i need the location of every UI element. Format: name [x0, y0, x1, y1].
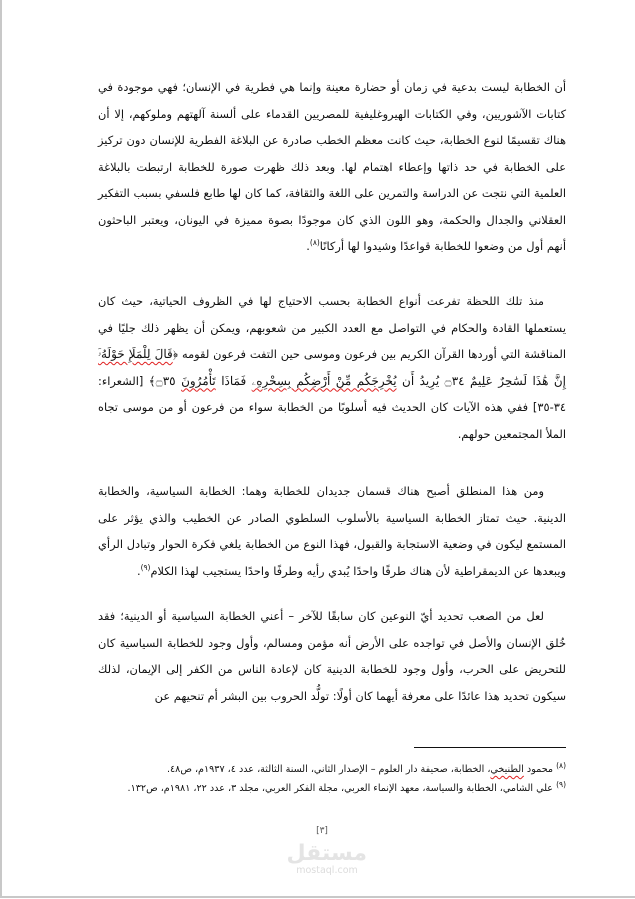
- footnote-text: ، الخطابة، صحيفة دار العلوم – الإصدار الثاني، السنة الثالثة، عدد ٤، ١٩٣٧م، ص٤٨.: [166, 764, 491, 775]
- paragraph-end: .: [136, 563, 141, 578]
- footnote-reference-8[interactable]: (٨): [309, 238, 320, 248]
- quran-text-flagged: تَأْمُرُونَ: [181, 373, 216, 388]
- mostaql-watermark-logo: [287, 843, 367, 876]
- footnotes-section: [98, 760, 566, 798]
- footnote-9: [98, 779, 566, 798]
- paragraph-4: [98, 603, 566, 709]
- footnote-author-surname-flagged: الطنيخي: [490, 764, 524, 775]
- paragraph-3: [98, 478, 566, 584]
- ornate-bracket-close: ﴾: [148, 373, 156, 388]
- paragraph-2: [98, 288, 566, 447]
- quran-citation: [الشعراء: ٣٤-٣٥]: [98, 373, 566, 414]
- paragraph-text: [98, 288, 566, 447]
- paragraph-end: .: [306, 239, 310, 253]
- ayah-number-icon: ۝٣٥: [155, 373, 182, 388]
- paragraph-body: ففي هذه الآيات كان الحديث فيه أسلوبًا من الخطابة سواء من فرعون أو من موسى تجاه الملأ المجتمعين حولهم.: [98, 400, 566, 441]
- paragraph-body: أن الخطابة ليست بدعية في زمان أو حضارة معينة وإنما هي فطرية في الإنسان؛ فهي موجودة في كتابات الآشوريين، وفي الكتابات الهيروغليفية للمصريين القدماء على ألسنة آلهتهم وملوكهم، إلا أن هناك تقسيمًا لنوع الخطابة، حيث كانت معظم الخطب صادرة عن البلاغة الفطرية للإنسان دون تركيز على الخطابة في حد ذاتها وإعطاء اهتمام لها. وبعد ذلك ظهرت صورة للخطابة ارتبطت بالبلاغة العلمية التي نتجت عن الدراسة والتمرين على اللغة والثقافة، كما كان لها طابع فلسفي بسبب التفكير العقلاني والجدال والحكمة، وهو اللون الذي كان موجودًا بصوة مميزة في اليونان، ويعتبر الباحثون أنهم أول من وضعوا للخطابة قواعدًا وشيدوا لها أركانًا: [98, 80, 566, 253]
- footnote-number: (٩): [556, 779, 566, 789]
- quran-text: فَمَاذَا: [215, 373, 252, 388]
- quran-text: يُرِيدُ أَن: [396, 373, 445, 388]
- quran-text-flagged: يُخْرِجَكُم مِّنْ أَرْضِكُم بِسِحْرِهِۦ: [251, 373, 397, 388]
- ayah-number-icon: ۝٣٤: [444, 373, 465, 388]
- paragraph-text: [98, 603, 566, 709]
- footnote-author: محمود: [523, 764, 557, 775]
- quran-text-flagged: قَالَ لِلْمَلَإِ حَوْلَهُۥٓ: [98, 347, 173, 361]
- footnote-number: (٨): [556, 760, 566, 770]
- page-number: [٣]: [316, 826, 328, 836]
- quran-text: إِنَّ هَٰذَا لَسَٰحِرٌ عَلِيمٌ: [464, 373, 567, 388]
- paragraph-body: منذ تلك اللحظة تفرعت أنواع الخطابة بحسب الاحتياج لها في الظروف الحياتية، حيث كان يستعملها القادة والحكام في التواصل مع العدد الكبير من شعوبهم، ويمكن أن يظهر ذلك جليًا في المناقشة التي أوردها القرآن الكريم بين فرعون وموسى حين التفت فرعون لقومه: [98, 294, 566, 361]
- footnote-reference-9[interactable]: (٩): [140, 562, 151, 572]
- footnote-8: [98, 760, 566, 779]
- ornate-bracket-open: ﴿: [172, 347, 179, 361]
- paragraph-1: [98, 74, 566, 260]
- watermark-latin: mostaql.com: [296, 865, 358, 876]
- paragraph-body: لعل من الصعب تحديد أيّ النوعين كان سابقًا للآخر – أعني الخطابة السياسية أو الدينية؛ فقد خُلق الإنسان والأصل في تواجده على الأرض أنه مؤمن ومسالم، وأول وجود للخطابة السياسية كان للتحريض على الحرب، وأول وجود للخطابة الدينية كان لإعادة الناس من الكفر إلى الإيمان، لذلك سيكون تحديد هذا عائدًا على معرفة أيهما كان أولًا: تولُّد الحروب بين البشر أم تنحيهم عن: [98, 609, 566, 703]
- paragraph-text: [98, 478, 566, 584]
- footnote-text: علي الشامي، الخطابة والسياسة، معهد الإنماء العربي، مجلة الفكر العربي، مجلد ٣، عدد ٢٢، ١٩٨١م، ص١٣٢.: [127, 783, 557, 794]
- paragraph-text: [98, 74, 566, 260]
- watermark-arabic: مستقل: [286, 841, 367, 866]
- footnote-separator: [414, 747, 566, 748]
- paragraph-body: ومن هذا المنطلق أصبح هناك قسمان جديدان للخطابة وهما: الخطابة السياسية، والخطابة الدينية. حيث تمتاز الخطابة السياسية بالأسلوب السلطوي الصادر عن الخطيب والذي يؤثر على المستمع ليكون في وضعية الاستجابة والقبول، فهذا النوع من الخطابة يلغي فكرة الحوار وتبادل الرأي ويبعدها عن الديمقراطية لأن هناك طرفًا واحدًا يُبدي رأيه وطرفًا واحدًا يستجيب لهذا الكلام: [98, 484, 566, 578]
